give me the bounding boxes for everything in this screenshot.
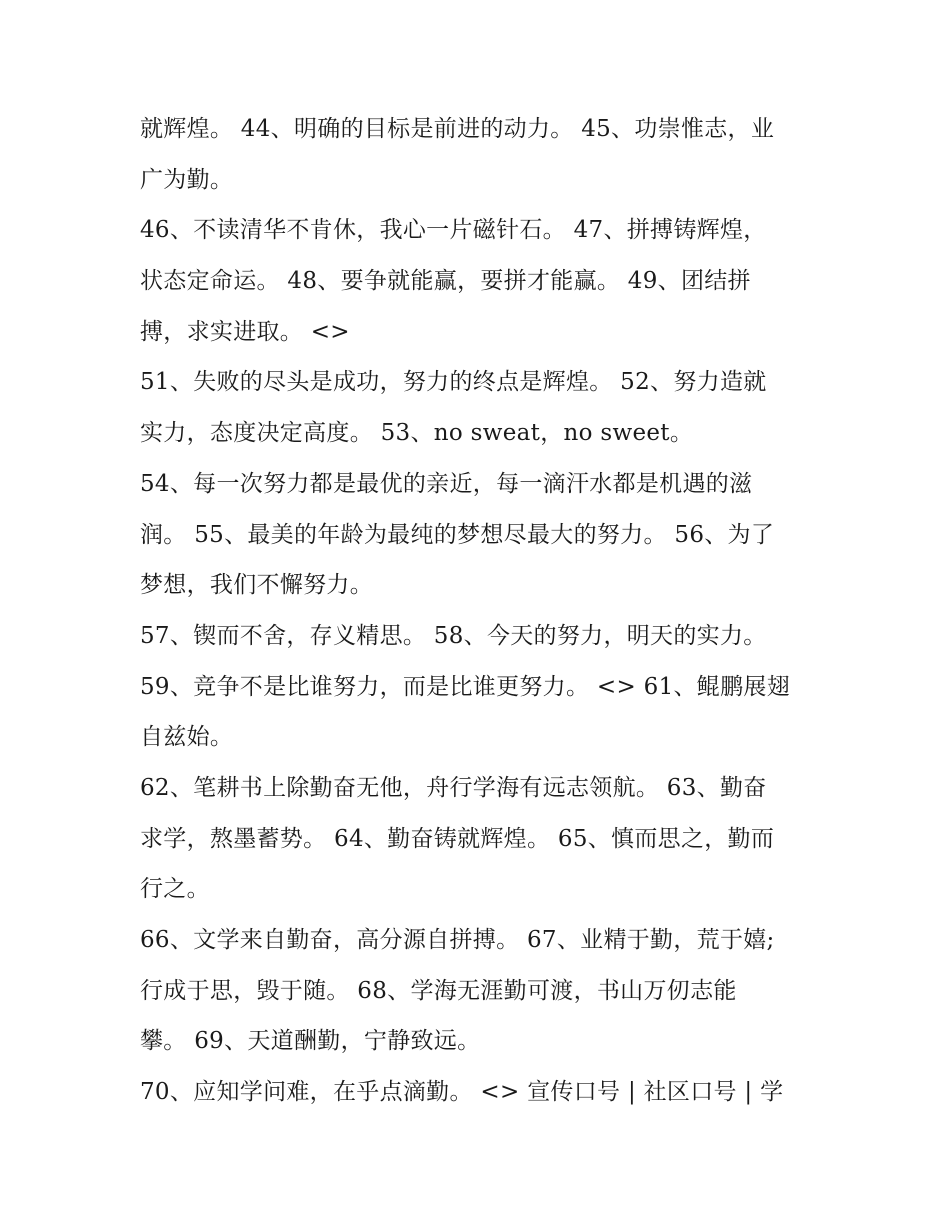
text-line: 行之。: [140, 876, 210, 903]
text-line: 实力，态度决定高度。 53、no sweat，no sweet。: [140, 420, 694, 447]
text-line: 51、失败的尽头是成功，努力的终点是辉煌。 52、努力造就: [140, 369, 767, 396]
text-line: 59、竞争不是比谁努力，而是比谁更努力。 <> 61、鲲鹏展翅: [140, 673, 790, 700]
text-line: 梦想，我们不懈努力。: [140, 572, 373, 599]
document-body: [140, 104, 810, 1118]
text-line: 状态定命运。 48、要争就能赢，要拼才能赢。 49、团结拼: [140, 268, 751, 295]
text-line: 就辉煌。 44、明确的目标是前进的动力。 45、功崇惟志，业: [140, 116, 775, 142]
text-line: 攀。 69、天道酬勤，宁静致远。: [140, 1028, 481, 1055]
text-line: 57、锲而不舍，存义精思。 58、今天的努力，明天的实力。: [140, 622, 767, 649]
text-line: 66、文学来自勤奋，高分源自拼搏。 67、业精于勤，荒于嬉;: [140, 927, 775, 953]
text-line: 行成于思，毁于随。 68、学海无涯勤可渡，书山万仞志能: [140, 977, 737, 1004]
text-line: 70、应知学问难，在乎点滴勤。 <> 宣传口号 | 社区口号 | 学: [140, 1079, 784, 1106]
text-line: 润。 55、最美的年龄为最纯的梦想尽最大的努力。 56、为了: [140, 521, 775, 548]
text-line: 54、每一次努力都是最优的亲近，每一滴汗水都是机遇的滋: [140, 470, 753, 497]
text-line: 搏，求实进取。 <>: [140, 318, 350, 345]
text-line: 46、不读清华不肯休，我心一片磁针石。 47、拼搏铸辉煌，: [140, 217, 767, 244]
text-line: 62、笔耕书上除勤奋无他，舟行学海有远志领航。 63、勤奋: [140, 774, 767, 801]
text-line: 广为勤。: [140, 166, 234, 193]
text-line: 求学，熬墨蓄势。 64、勤奋铸就辉煌。 65、慎而思之，勤而: [140, 825, 775, 852]
text-line: 自兹始。: [140, 724, 234, 751]
